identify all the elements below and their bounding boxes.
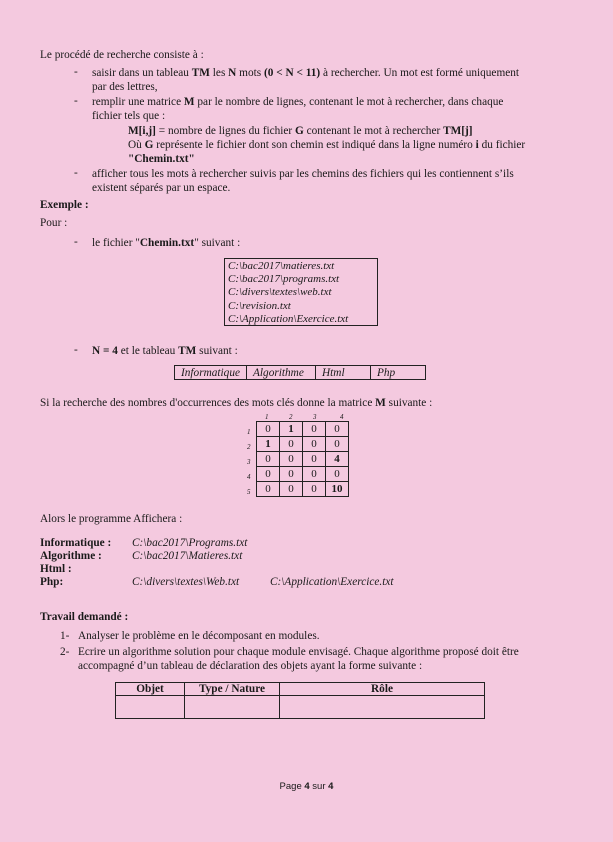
bullet-dash: -: [74, 344, 78, 356]
task2-line1: Ecrire un algorithme solution pour chaque module envisagé. Chaque algorithme proposé doit être: [78, 646, 519, 658]
output-label: Algorithme :: [40, 550, 102, 562]
chemin-line: C:\revision.txt: [228, 299, 291, 312]
matrix-cell: 0: [326, 437, 349, 452]
matrix-cell: 0: [303, 482, 326, 497]
step2-line2: fichier tels que :: [92, 110, 166, 122]
matrix-cell: 0: [326, 467, 349, 482]
step2-line1: remplir une matrice M par le nombre de lignes, contenant le mot à rechercher, dans chaque: [92, 96, 504, 108]
matrix-cell: 0: [303, 422, 326, 437]
matrix-row-number: 1: [247, 428, 251, 436]
tm-cell: Informatique: [175, 366, 247, 380]
matrix-definition: M[i,j] = nombre de lignes du fichier G contenant le mot à rechercher TM[j]: [128, 125, 473, 137]
pour-text: Pour :: [40, 217, 68, 229]
matrix-cell: 0: [257, 422, 280, 437]
tm-cell: Html: [316, 366, 371, 380]
matrix-cell: 0: [280, 437, 303, 452]
empty-cell: [116, 696, 185, 719]
bullet-dash: -: [74, 236, 78, 248]
matrix-col-number: 1: [265, 413, 269, 421]
matrix-cell: 1: [280, 422, 303, 437]
output-label: Html :: [40, 563, 72, 575]
chemin-line: C:\divers\textes\web.txt: [228, 286, 332, 299]
matrix-m: [256, 421, 349, 497]
matrix-row: [257, 437, 349, 452]
task2-line2: accompagné d’un tableau de déclaration des objets ayant la forme suivante :: [78, 660, 423, 672]
matrix-col-number: 3: [313, 413, 317, 421]
matrix-row: [257, 467, 349, 482]
matrix-cell: 0: [326, 422, 349, 437]
matrix-row-number: 2: [247, 443, 251, 451]
chemin-line: C:\Application\Exercice.txt: [228, 312, 349, 325]
header-role: Rôle: [280, 683, 485, 696]
chemin-file-box: [224, 258, 378, 326]
matrix-row: [257, 452, 349, 467]
tm-cell: Algorithme: [247, 366, 316, 380]
n-and-tm-intro: N = 4 et le tableau TM suivant :: [92, 345, 238, 357]
matrix-cell: 0: [257, 482, 280, 497]
tm-cell: Php: [371, 366, 426, 380]
alors-text: Alors le programme Affichera :: [40, 513, 183, 525]
task-number: 1-: [60, 630, 70, 642]
matrix-row: [257, 482, 349, 497]
empty-cell: [280, 696, 485, 719]
step1-line1: saisir dans un tableau TM les N mots (0 < N < 11) à rechercher. Un mot est formé uniquement: [92, 67, 520, 79]
tm-table: [174, 365, 426, 380]
recherche-text: Si la recherche des nombres d'occurrences des mots clés donne la matrice M suivante :: [40, 397, 433, 409]
chemin-intro: le fichier "Chemin.txt" suivant :: [92, 237, 241, 249]
declaration-header-row: [116, 683, 485, 696]
declaration-empty-row: [116, 696, 485, 719]
chemin-line: C:\bac2017\programs.txt: [228, 273, 340, 286]
matrix-cell: 0: [280, 482, 303, 497]
matrix-cell: 0: [303, 452, 326, 467]
file-g-definition: Où G représente le fichier dont son chemin est indiqué dans la ligne numéro i du fichier: [128, 139, 526, 151]
bullet-dash: -: [74, 66, 78, 78]
bullet-dash: -: [74, 95, 78, 107]
matrix-col-number: 4: [340, 413, 344, 421]
matrix-col-number: 2: [289, 413, 293, 421]
matrix-cell: 1: [257, 437, 280, 452]
matrix-cell: 4: [326, 452, 349, 467]
bullet-dash: -: [74, 167, 78, 179]
output-path: C:\divers\textes\Web.txt: [132, 576, 240, 588]
output-path: C:\Application\Exercice.txt: [270, 576, 394, 588]
matrix-row: [257, 422, 349, 437]
declaration-table: [115, 682, 485, 719]
matrix-cell: 0: [280, 467, 303, 482]
step3-line1: afficher tous les mots à rechercher suivis par les chemins des fichiers qui les contiennent s’ils: [92, 168, 514, 180]
step3-line2: existent séparés par un espace.: [92, 182, 231, 194]
matrix-cell: 0: [303, 467, 326, 482]
task-number: 2-: [60, 646, 70, 658]
output-label: Informatique :: [40, 537, 112, 549]
task1-text: Analyser le problème en le décomposant en modules.: [78, 630, 320, 642]
empty-cell: [185, 696, 280, 719]
matrix-row-number: 5: [247, 488, 251, 496]
page-footer: Page 4 sur 4: [279, 781, 334, 792]
intro-text: Le procédé de recherche consiste à :: [40, 49, 204, 61]
output-label: Php:: [40, 576, 64, 588]
matrix-cell: 10: [326, 482, 349, 497]
matrix-cell: 0: [280, 452, 303, 467]
travail-heading: Travail demandé :: [40, 611, 129, 623]
matrix-cell: 0: [303, 437, 326, 452]
output-path: C:\bac2017\Matieres.txt: [132, 550, 243, 562]
matrix-row-number: 4: [247, 473, 251, 481]
chemin-line: C:\bac2017\matieres.txt: [228, 260, 335, 272]
step1-line2: par des lettres,: [92, 81, 158, 93]
matrix-cell: 0: [257, 452, 280, 467]
header-objet: Objet: [116, 683, 185, 696]
header-type-nature: Type / Nature: [185, 683, 280, 696]
output-path: C:\bac2017\Programs.txt: [132, 537, 248, 549]
chemin-file-name: "Chemin.txt": [128, 153, 195, 165]
matrix-row-number: 3: [247, 458, 251, 466]
matrix-cell: 0: [257, 467, 280, 482]
exemple-heading: Exemple :: [40, 199, 89, 211]
